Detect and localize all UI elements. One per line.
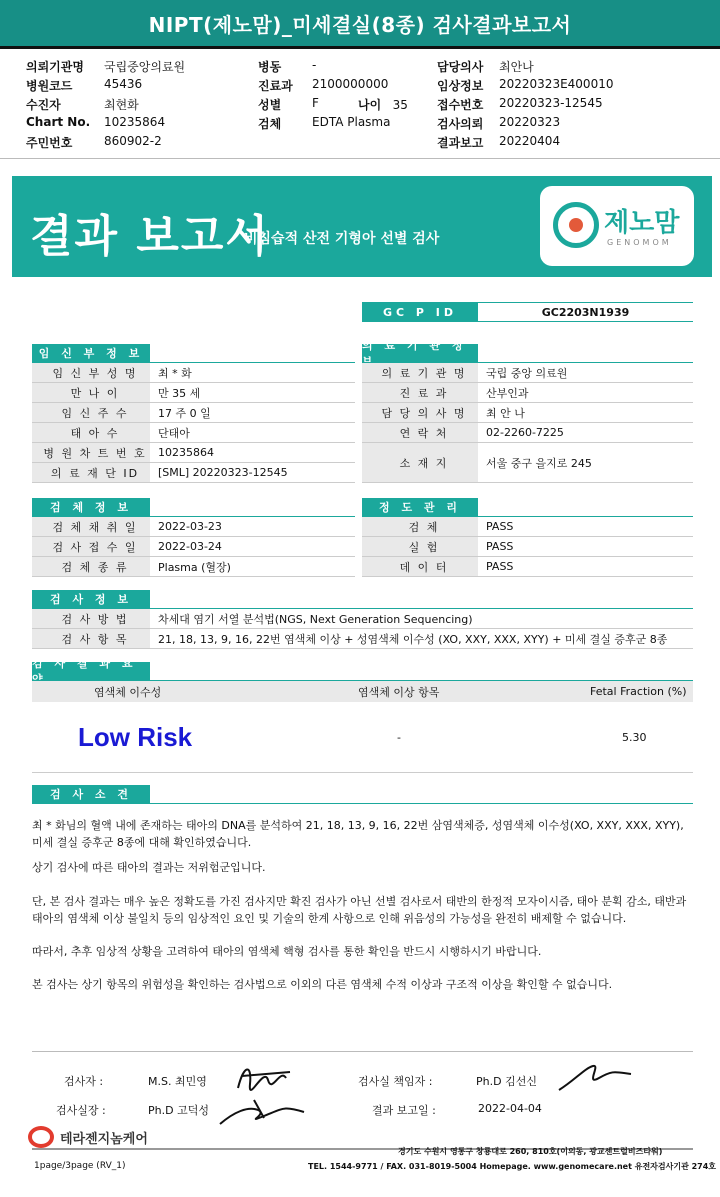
row-key: 검 사 접 수 일 — [32, 537, 150, 556]
report-date: 2022-04-04 — [478, 1102, 542, 1115]
section-specimen-info: 검 체 정 보 — [32, 498, 150, 516]
row-key: 검 체 채 취 일 — [32, 517, 150, 536]
table-row — [32, 463, 355, 483]
header-field-label: 진료과 — [258, 79, 293, 93]
table-row — [362, 557, 693, 577]
company-logo-icon — [28, 1126, 54, 1148]
header-field-value: 860902-2 — [104, 134, 162, 148]
header-field — [26, 96, 139, 115]
table-row — [32, 629, 693, 649]
table-row — [32, 517, 355, 537]
header-column-3 — [437, 58, 614, 153]
banner-title: 결과 보고서 — [30, 211, 270, 262]
section-institution-info: 의 료 기 관 정 — [362, 344, 478, 362]
row-key: 연 락 처 — [362, 423, 478, 442]
header-field-value: 최현화 — [104, 98, 139, 112]
opinion-paragraph-3: 단, 본 검사 결과는 매우 높은 정확도를 가진 검사지만 확진 검사가 아닌 선별 검사로서 태반의 한정적 모자이시즘, 태아 분획 감소, 태반과 태아의 염색체 이상 불일치 등의 임상적인 요인 및 기술의 한계 사항으로 인해 위음성의 가능성을 완전히 배제할 수 없습니다. — [32, 895, 687, 925]
table-row — [362, 517, 693, 537]
section-pregnant-info: 임 신 부 정 보 — [32, 344, 150, 362]
company-contact: TEL. 1544-9771 / FAX. 031-8019-5004 Homepage. www.genomecare.net 유전자검사기관 274호 — [308, 1162, 717, 1171]
lab-head-name: Ph.D 김선신 — [476, 1075, 537, 1088]
table-row — [32, 609, 693, 629]
section-quality-control: 정 도 관 리 — [362, 498, 478, 516]
table-row — [32, 423, 355, 443]
row-key: 만 나 이 — [32, 383, 150, 402]
header-field — [258, 115, 391, 134]
table-row — [362, 403, 693, 423]
row-value: 산부인과 — [486, 386, 529, 400]
row-value: 만 35 세 — [158, 386, 201, 400]
gcp-id-label: GC P ID — [362, 302, 478, 322]
header-field — [258, 58, 317, 77]
row-key: 진 료 과 — [362, 383, 478, 402]
institution-info-table — [362, 363, 693, 483]
header-field — [26, 77, 143, 96]
header-field-value: 2100000000 — [312, 77, 389, 91]
table-row — [32, 443, 355, 463]
age-label: 나이 — [358, 98, 382, 112]
table-row — [362, 537, 693, 557]
header-field-label: 수진자 — [26, 98, 61, 112]
qc-table — [362, 517, 693, 577]
opinion-paragraph-4: 따라서, 추후 임상적 상황을 고려하여 태아의 염색체 핵형 검사를 통한 확인을 반드시 시행하시기 바랍니다. — [32, 945, 542, 958]
table-row — [32, 403, 355, 423]
row-key: 검 사 항 목 — [32, 629, 150, 648]
table-row — [32, 383, 355, 403]
header-field — [437, 96, 603, 115]
summary-col-items: 염색체 이상 항목 — [358, 685, 440, 699]
section-opinion: 검 사 소 견 — [32, 785, 150, 803]
header-field-label: 병동 — [258, 60, 282, 74]
header-field-value: 국립중앙의료원 — [104, 60, 186, 74]
header-field-label: 접수번호 — [437, 98, 484, 112]
header-field-value: 20220323 — [499, 115, 561, 129]
header-field-label: 임상정보 — [437, 79, 484, 93]
row-key: 의 료 재 단 ID — [32, 463, 150, 482]
row-key: 의 료 기 관 명 — [362, 363, 478, 382]
table-row — [362, 363, 693, 383]
company-name: 테라젠지놈케어 — [60, 1132, 148, 1147]
result-low-risk: Low Risk — [78, 722, 193, 752]
header-field-label: 주민번호 — [26, 136, 73, 150]
header-field-value: 20220404 — [499, 134, 561, 148]
header-field-label: 검사의뢰 — [437, 117, 484, 131]
lab-head-label: 검사실 책임자 : — [358, 1075, 433, 1088]
divider — [32, 772, 693, 773]
row-key: 검 사 방 법 — [32, 609, 150, 628]
row-key: 태 아 수 — [32, 423, 150, 442]
header-field — [26, 58, 186, 77]
header-field — [26, 134, 162, 153]
header-field-label: Chart No. — [26, 115, 91, 129]
header-field-value: EDTA Plasma — [312, 115, 391, 129]
row-value: 국립 중앙 의료원 — [486, 366, 568, 380]
row-key: 임 신 부 성 명 — [32, 363, 150, 382]
row-key: 병 원 차 트 번 호 — [32, 443, 150, 462]
header-field-value: 10235864 — [104, 115, 166, 129]
opinion-paragraph-2: 상기 검사에 따른 태아의 결과는 저위험군입니다. — [32, 861, 266, 874]
divider — [32, 803, 693, 804]
row-value: Plasma (혈장) — [158, 560, 231, 574]
row-key: 담 당 의 사 명 — [362, 403, 478, 422]
header-field-value: F — [312, 96, 319, 110]
header-field — [258, 96, 319, 115]
row-key: 데 이 터 — [362, 557, 478, 576]
row-value: 최 안 나 — [486, 406, 525, 420]
opinion-paragraph-5: 본 검사는 상기 항목의 위험성을 확인하는 검사법으로 이외의 다른 염색체 수적 이상과 구조적 이상을 확인할 수 없습니다. — [32, 978, 613, 991]
report-date-label: 결과 보고일 : — [372, 1104, 436, 1117]
row-key: 검 체 종 류 — [32, 557, 150, 576]
opinion-paragraph-1: 최 * 화님의 혈액 내에 존재하는 태아의 DNA를 분석하여 21, 18, 13, 9, 16, 22번 삼염색체증, 성염색체 이수성(XO, XXY, XXX, XYY), 미세 결실 증후군 8종에 대해 확인하였습니다. — [32, 819, 684, 849]
row-value: PASS — [486, 520, 514, 533]
row-value: 단태아 — [158, 426, 190, 440]
section-test-info: 검 사 정 보 — [32, 590, 150, 608]
table-row — [32, 363, 355, 383]
director-label: 검사실장 : — [56, 1104, 106, 1117]
row-value: 10235864 — [158, 446, 214, 459]
row-value: 2022-03-23 — [158, 520, 222, 533]
header-field-label: 성별 — [258, 98, 282, 112]
director-signature — [214, 1090, 310, 1130]
row-value: PASS — [486, 560, 514, 573]
header-field-value: 20220323-12545 — [499, 96, 603, 110]
row-value: 21, 18, 13, 9, 16, 22번 염색체 이상 + 성염색체 이수성 (XO, XXY, XXX, XYY) + 미세 결실 증후군 8종 — [158, 632, 668, 646]
section-result-summary: 검 사 결 과 요 — [32, 662, 150, 680]
row-value: 17 주 0 일 — [158, 406, 211, 420]
age-field — [358, 96, 408, 113]
header-field-value: 45436 — [104, 77, 143, 91]
row-key: 임 신 주 수 — [32, 403, 150, 422]
row-value: 02-2260-7225 — [486, 426, 564, 439]
row-value: 차세대 염기 서열 분석법(NGS, Next Generation Sequencing) — [158, 612, 473, 626]
banner-subtitle: 비침습적 산전 기형아 선별 검사 — [244, 231, 440, 247]
summary-col-fetal-fraction: Fetal Fraction (%) — [590, 685, 687, 698]
header-field-value: 최안나 — [499, 60, 534, 74]
row-key: 소 재 지 — [362, 443, 478, 482]
row-key: 검 체 — [362, 517, 478, 536]
row-value: 서울 중구 을지로 245 — [486, 456, 592, 470]
logo-dot-icon — [569, 218, 583, 232]
header-field — [258, 77, 389, 96]
row-value: [SML] 20220323-12545 — [158, 466, 288, 479]
header-field — [437, 115, 561, 134]
lab-head-signature — [555, 1060, 635, 1096]
row-value: 최 * 화 — [158, 366, 192, 380]
header-field-label: 의뢰기관명 — [26, 60, 84, 74]
test-info-table — [32, 609, 693, 649]
report-title: NIPT(제노맘)_미세결실(8종) 검사결과보고서 — [0, 0, 720, 46]
table-row — [362, 383, 693, 403]
divider — [32, 1051, 693, 1052]
divider — [0, 46, 720, 49]
pregnant-info-table — [32, 363, 355, 483]
summary-col-aneuploidy: 염색체 이수성 — [94, 685, 162, 699]
age-value: 35 — [392, 98, 408, 112]
logo-subtext: GENOMOM — [607, 238, 672, 247]
header-field-label: 병원코드 — [26, 79, 73, 93]
tester-name: M.S. 최민영 — [148, 1075, 207, 1088]
company-address: 경기도 수원시 영통구 창룡대로 260, 810호(이의동, 광교센트럴비즈타워) — [398, 1147, 663, 1156]
header-field-label: 결과보고 — [437, 136, 484, 150]
header-field — [437, 58, 534, 77]
row-key: 실 험 — [362, 537, 478, 556]
header-field — [437, 134, 561, 153]
header-field-label: 검체 — [258, 117, 282, 131]
specimen-info-table — [32, 517, 355, 577]
header-field — [437, 77, 614, 96]
tester-label: 검사자 : — [64, 1075, 104, 1088]
header-field-value: 20220323E400010 — [499, 77, 614, 91]
header-field-value: - — [312, 58, 317, 72]
row-value: 2022-03-24 — [158, 540, 222, 553]
table-row — [362, 443, 693, 483]
row-value: PASS — [486, 540, 514, 553]
page-number: 1page/3page (RV_1) — [34, 1161, 126, 1171]
header-field — [26, 115, 166, 134]
table-row — [32, 557, 355, 577]
header-column-1 — [26, 58, 186, 153]
director-name: Ph.D 고덕성 — [148, 1104, 209, 1117]
table-row — [32, 537, 355, 557]
table-row — [362, 423, 693, 443]
logo-text: 제노맘 — [604, 208, 680, 238]
result-item: - — [397, 731, 401, 744]
gcp-id-value: GC2203N1939 — [478, 302, 693, 322]
header-field-label: 담당의사 — [437, 60, 484, 74]
result-fetal-fraction: 5.30 — [622, 731, 647, 744]
